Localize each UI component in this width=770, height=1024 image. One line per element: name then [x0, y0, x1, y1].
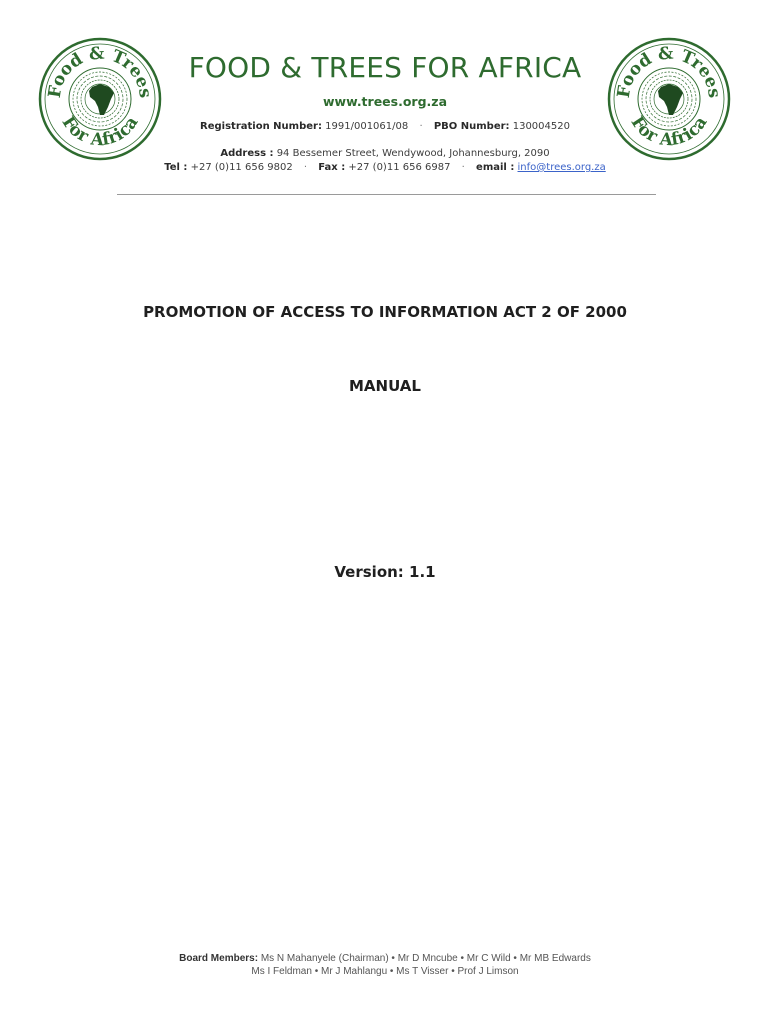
logo-text-top: Food & Trees — [44, 43, 156, 100]
registration-value: 1991/001061/08 — [325, 121, 409, 132]
website-link[interactable]: www.trees.org.za — [322, 94, 448, 109]
address-line — [150, 147, 620, 161]
tel-label: Tel : — [164, 162, 188, 173]
address-label: Address : — [220, 148, 274, 159]
logo-text-bottom: For Africa — [57, 113, 143, 151]
document-subtitle: MANUAL — [349, 377, 421, 395]
email-link[interactable]: info@trees.org.za — [517, 162, 606, 173]
separator: · — [419, 121, 423, 132]
document-title: PROMOTION OF ACCESS TO INFORMATION ACT 2 OF 2000 — [143, 303, 627, 321]
fax-label: Fax : — [318, 162, 346, 173]
board-members-line-1 — [0, 952, 770, 965]
board-members-list-2: Ms I Feldman • Mr J Mahlangu • Ms T Visser • Prof J Limson — [251, 966, 519, 977]
board-members-footer — [0, 952, 770, 978]
contact-line — [150, 161, 620, 175]
pbo-value: 130004520 — [512, 121, 570, 132]
logo-text-bottom: For Africa — [626, 113, 712, 151]
fax-value: +27 (0)11 656 6987 — [348, 162, 451, 173]
food-trees-africa-logo-icon — [38, 37, 162, 161]
board-members-list-1: Ms N Mahanyele (Chairman) • Mr D Mncube • Mr C Wild • Mr MB Edwards — [260, 953, 591, 964]
registration-label: Registration Number: — [200, 121, 322, 132]
food-trees-africa-logo-icon — [607, 37, 731, 161]
address-value: 94 Bessemer Street, Wendywood, Johannesburg, 2090 — [276, 148, 550, 159]
board-members-label: Board Members: — [179, 953, 259, 964]
letterhead — [150, 50, 620, 175]
email-label: email : — [476, 162, 515, 173]
pbo-label: PBO Number: — [433, 121, 510, 132]
separator: · — [303, 162, 308, 173]
logo-text-top: Food & Trees — [613, 43, 725, 100]
separator: · — [461, 162, 465, 173]
logo-left — [38, 37, 162, 161]
logo-right — [607, 37, 731, 161]
registration-line — [150, 120, 620, 134]
header-divider — [117, 194, 656, 195]
tel-value: +27 (0)11 656 9802 — [190, 162, 293, 173]
organization-name: FOOD & TREES FOR AFRICA — [188, 51, 582, 84]
document-version: Version: 1.1 — [334, 563, 436, 581]
